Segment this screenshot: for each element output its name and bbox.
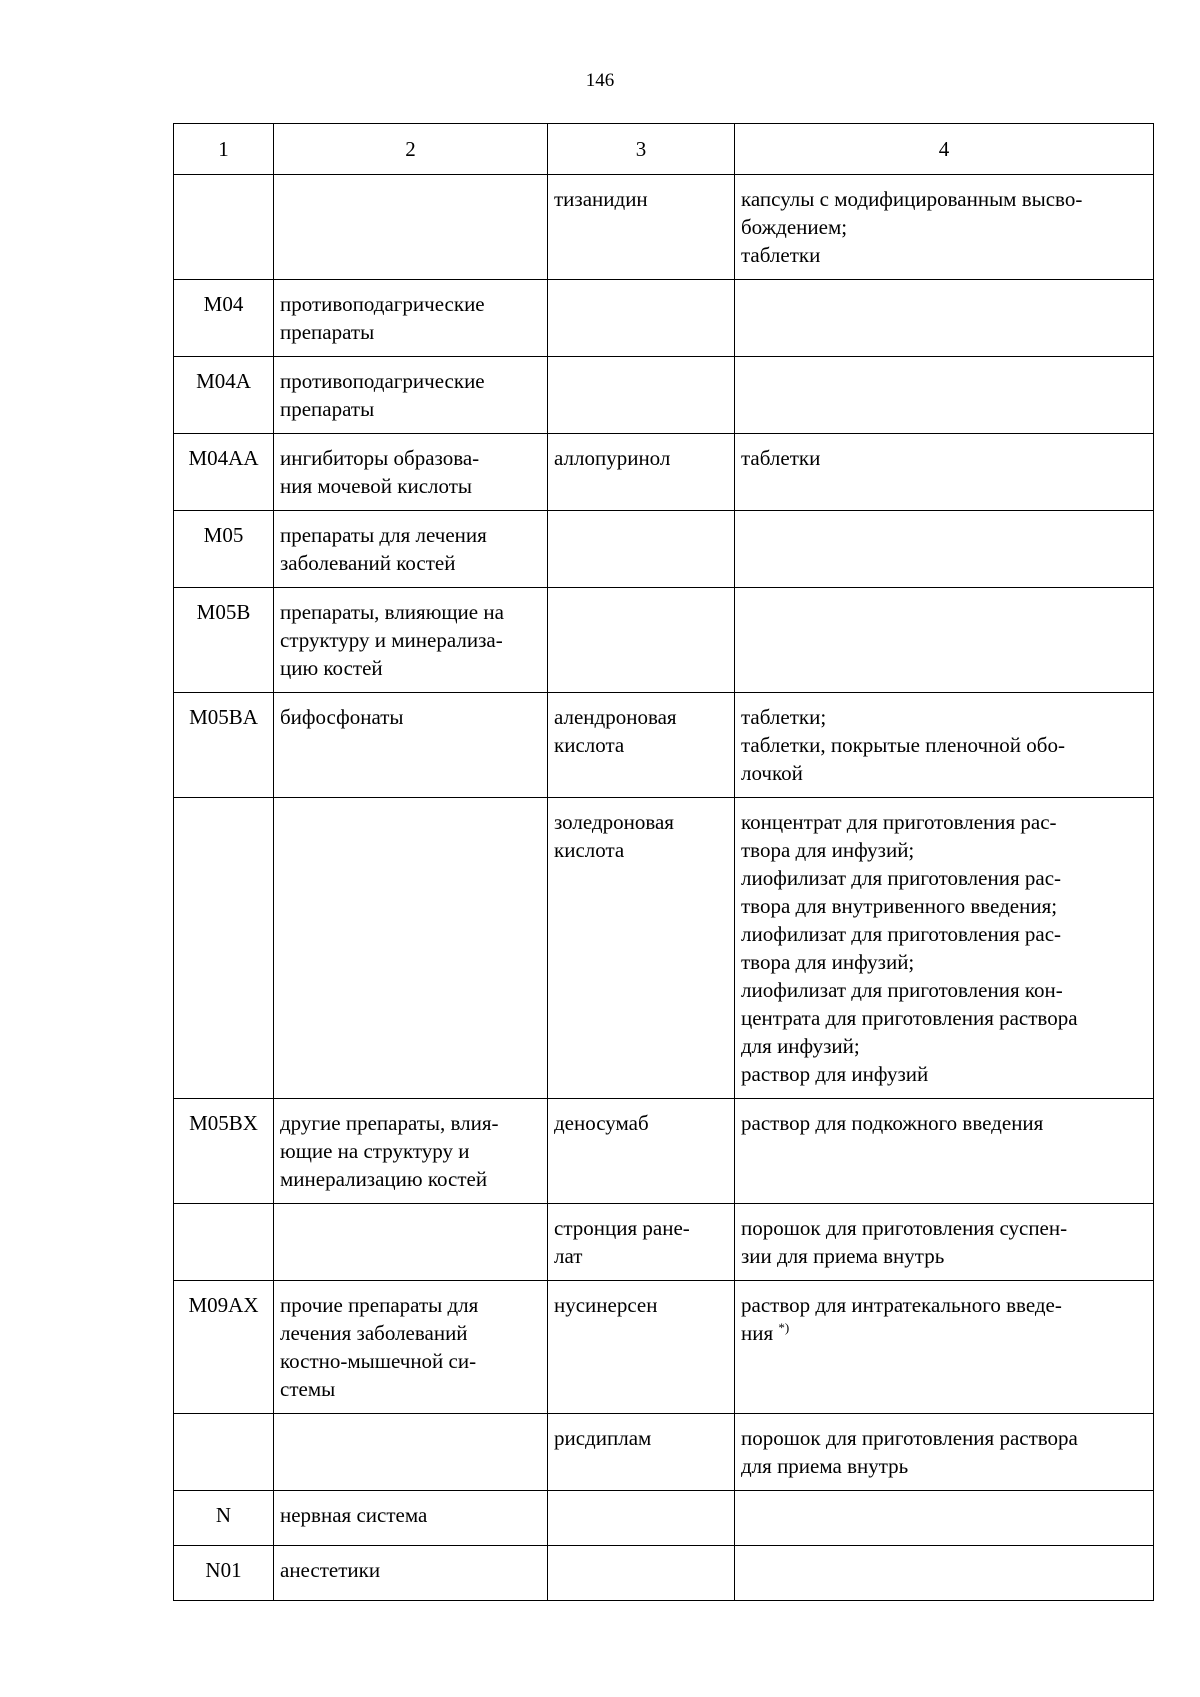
table-row — [174, 693, 1154, 798]
column-header-4: 4 — [735, 124, 1154, 175]
table-row — [174, 1099, 1154, 1204]
substance-cell-text: аллопуринол — [554, 446, 671, 470]
atc-code-cell-text: M04A — [196, 369, 251, 393]
anatomical-group-cell-text: противоподагрические препараты — [280, 369, 485, 421]
atc-code-cell — [174, 798, 274, 1099]
table-row — [174, 798, 1154, 1099]
atc-code-cell-text: M09AX — [188, 1293, 259, 1317]
atc-code-cell-text: N01 — [205, 1558, 242, 1582]
table-row — [174, 357, 1154, 434]
table-row — [174, 434, 1154, 511]
anatomical-group-cell — [274, 1546, 548, 1601]
substance-cell — [548, 1204, 735, 1281]
dosage-form-cell — [735, 175, 1154, 280]
table-row — [174, 1491, 1154, 1546]
substance-cell — [548, 175, 735, 280]
substance-cell — [548, 588, 735, 693]
dosage-form-cell — [735, 1281, 1154, 1414]
dosage-form-cell — [735, 511, 1154, 588]
substance-cell — [548, 511, 735, 588]
atc-code-cell-text: M05 — [203, 523, 244, 547]
dosage-form-cell — [735, 588, 1154, 693]
anatomical-group-cell — [274, 511, 548, 588]
anatomical-group-cell-text: препараты для лечения заболеваний костей — [280, 523, 487, 575]
anatomical-group-cell-text: ингибиторы образова- ния мочевой кислоты — [280, 446, 480, 498]
anatomical-group-cell — [274, 1281, 548, 1414]
anatomical-group-cell — [274, 588, 548, 693]
anatomical-group-cell — [274, 357, 548, 434]
substance-cell — [548, 434, 735, 511]
substance-cell — [548, 1099, 735, 1204]
dosage-form-cell-text: порошок для приготовления раствора для приема внутрь — [741, 1426, 1078, 1478]
substance-cell-text: алендроновая кислота — [554, 705, 677, 757]
dosage-form-cell-text: капсулы с модифицированным высво- бождением; таблетки — [741, 187, 1083, 267]
anatomical-group-cell-text: другие препараты, влия- ющие на структуру и минерализацию костей — [280, 1111, 499, 1191]
anatomical-group-cell — [274, 1204, 548, 1281]
atc-code-cell — [174, 175, 274, 280]
anatomical-group-cell — [274, 693, 548, 798]
substance-cell — [548, 1491, 735, 1546]
anatomical-group-cell — [274, 175, 548, 280]
atc-code-cell-text: M05BX — [189, 1111, 258, 1135]
column-header-2: 2 — [274, 124, 548, 175]
substance-cell-text: рисдиплам — [554, 1426, 652, 1450]
anatomical-group-cell — [274, 1414, 548, 1491]
substance-cell — [548, 1281, 735, 1414]
substance-cell-text: стронция ране- лат — [554, 1216, 690, 1268]
atc-code-cell — [174, 434, 274, 511]
anatomical-group-cell-text: бифосфонаты — [280, 705, 404, 729]
atc-code-cell — [174, 1204, 274, 1281]
table-row — [174, 1204, 1154, 1281]
column-header-3: 3 — [548, 124, 735, 175]
atc-code-cell — [174, 693, 274, 798]
dosage-form-cell-text: порошок для приготовления суспен- зии для приема внутрь — [741, 1216, 1068, 1268]
dosage-form-cell-text: раствор для подкожного введения — [741, 1111, 1044, 1135]
anatomical-group-cell-text: противоподагрические препараты — [280, 292, 485, 344]
dosage-form-cell — [735, 280, 1154, 357]
substance-cell — [548, 357, 735, 434]
anatomical-group-cell-text: прочие препараты для лечения заболеваний костно-мышечной си- стемы — [280, 1293, 479, 1401]
atc-code-cell — [174, 588, 274, 693]
dosage-form-cell — [735, 1414, 1154, 1491]
column-header-1: 1 — [174, 124, 274, 175]
page-number: 146 — [585, 70, 615, 91]
atc-code-cell — [174, 511, 274, 588]
table-header-row — [174, 124, 1154, 175]
anatomical-group-cell-text: нервная система — [280, 1503, 428, 1527]
drug-table — [173, 123, 1154, 1601]
substance-cell-text: тизанидин — [554, 187, 648, 211]
anatomical-group-cell-text: анестетики — [280, 1558, 381, 1582]
dosage-form-cell — [735, 1204, 1154, 1281]
anatomical-group-cell — [274, 1491, 548, 1546]
atc-code-cell-text: M04AA — [188, 446, 259, 470]
table-row — [174, 1281, 1154, 1414]
atc-code-cell-text: M05BA — [189, 705, 258, 729]
dosage-form-cell — [735, 357, 1154, 434]
substance-cell-text: нусинерсен — [554, 1293, 658, 1317]
footnote-marker: *) — [778, 1320, 790, 1335]
table-row — [174, 175, 1154, 280]
substance-cell — [548, 280, 735, 357]
anatomical-group-cell — [274, 280, 548, 357]
dosage-form-cell — [735, 693, 1154, 798]
atc-code-cell — [174, 280, 274, 357]
anatomical-group-cell — [274, 1099, 548, 1204]
substance-cell-text: золедроновая кислота — [554, 810, 674, 862]
dosage-form-cell — [735, 1099, 1154, 1204]
dosage-form-cell — [735, 1546, 1154, 1601]
table-row — [174, 588, 1154, 693]
dosage-form-cell-text: таблетки — [741, 446, 821, 470]
atc-code-cell — [174, 357, 274, 434]
substance-cell — [548, 1414, 735, 1491]
dosage-form-cell — [735, 434, 1154, 511]
dosage-form-cell — [735, 798, 1154, 1099]
atc-code-cell — [174, 1414, 274, 1491]
atc-code-cell — [174, 1099, 274, 1204]
dosage-form-cell-text: раствор для интратекального введе- ния — [741, 1293, 1062, 1345]
atc-code-cell-text: N — [215, 1503, 232, 1527]
substance-cell-text: деносумаб — [554, 1111, 649, 1135]
atc-code-cell — [174, 1546, 274, 1601]
atc-code-cell-text: M05B — [196, 600, 251, 624]
substance-cell — [548, 1546, 735, 1601]
table-row — [174, 511, 1154, 588]
table-row — [174, 280, 1154, 357]
atc-code-cell — [174, 1281, 274, 1414]
substance-cell — [548, 693, 735, 798]
atc-code-cell — [174, 1491, 274, 1546]
dosage-form-cell — [735, 1491, 1154, 1546]
table-row — [174, 1414, 1154, 1491]
substance-cell — [548, 798, 735, 1099]
anatomical-group-cell-text: препараты, влияющие на структуру и минерализа- цию костей — [280, 600, 504, 680]
dosage-form-cell-text: концентрат для приготовления рас- твора для инфузий; лиофилизат для приготовления рас- твора для внутривенного введения; лиофилизат для приготовления рас- твора для инфузий; лиофилизат для приготовления кон- центрата для приготовления раствора для инфузий; раствор для инфузий — [741, 810, 1078, 1086]
anatomical-group-cell — [274, 434, 548, 511]
dosage-form-cell-text: таблетки; таблетки, покрытые пленочной обо- лочкой — [741, 705, 1065, 785]
atc-code-cell-text: M04 — [203, 292, 244, 316]
anatomical-group-cell — [274, 798, 548, 1099]
table-row — [174, 1546, 1154, 1601]
